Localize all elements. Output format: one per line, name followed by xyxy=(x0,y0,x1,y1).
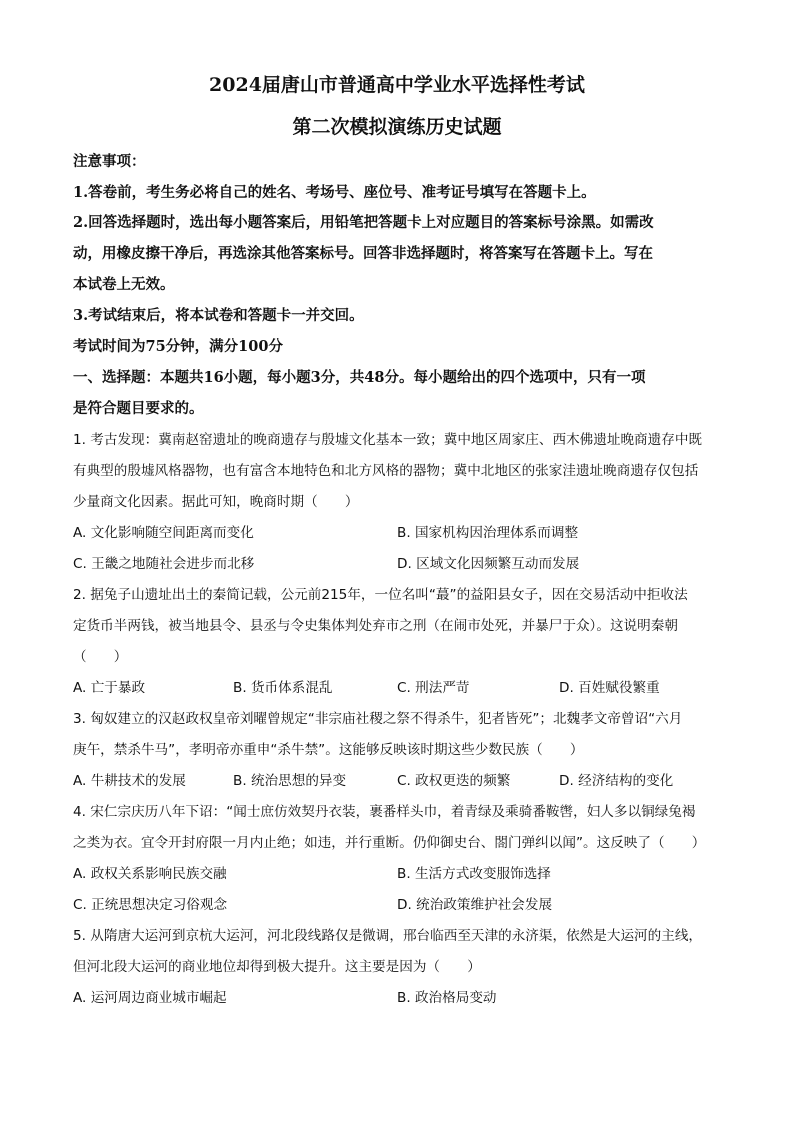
question-2-line-2: 定货币半两钱，被当地县令、县丞与令史集体判处弃市之刑（在闹市处死，并暴尸于众）。这说明秦朝 xyxy=(73,618,678,634)
question-2-option-c: C. 刑法严苛 xyxy=(397,680,470,696)
question-5-option-a: A. 运河周边商业城市崛起 xyxy=(73,990,227,1006)
question-4-option-b: B. 生活方式改变服饰选择 xyxy=(397,866,551,882)
notice-item-2-line-2: 动，用橡皮擦干净后，再选涂其他答案标号。回答非选择题时，将答案写在答题卡上。写在 xyxy=(73,245,653,262)
question-2-line-3: （ ） xyxy=(73,649,128,665)
question-4-option-c: C. 正统思想决定习俗观念 xyxy=(73,897,228,913)
question-5-option-b: B. 政治格局变动 xyxy=(397,990,497,1006)
question-1-line-3: 少量商文化因素。据此可知，晚商时期（ ） xyxy=(73,494,359,510)
question-3-line-1: 3. 匈奴建立的汉赵政权皇帝刘曜曾规定“非宗庙社稷之祭不得杀牛，犯者皆死”；北魏孝文帝曾诏“六月 xyxy=(73,711,683,727)
exam-time-info: 考试时间为75分钟，满分100分 xyxy=(73,338,283,355)
question-5-line-1: 5. 从隋唐大运河到京杭大运河，河北段线路仅是微调，邢台临西至天津的永济渠，依然是大运河的主线， xyxy=(73,928,703,944)
exam-title: 2024届唐山市普通高中学业水平选择性考试 xyxy=(209,74,585,96)
question-1-option-c: C. 王畿之地随社会进步而北移 xyxy=(73,556,255,572)
notice-item-2-line-3: 本试卷上无效。 xyxy=(73,276,175,293)
question-1-option-a: A. 文化影响随空间距离而变化 xyxy=(73,525,254,541)
section-heading-line-1: 一、选择题：本题共16小题，每小题3分，共48分。每小题给出的四个选项中，只有一项 xyxy=(73,369,646,386)
notice-item-1: 1.答卷前，考生务必将自己的姓名、考场号、座位号、准考证号填写在答题卡上。 xyxy=(73,184,596,201)
question-2-option-d: D. 百姓赋役繁重 xyxy=(559,680,660,696)
question-2-option-b: B. 货币体系混乱 xyxy=(233,680,333,696)
notice-heading: 注意事项： xyxy=(73,153,146,170)
question-1-line-2: 有典型的殷墟风格器物，也有富含本地特色和北方风格的器物；冀中北地区的张家洼遗址晚商遗存仅包括 xyxy=(73,463,699,479)
question-1-option-d: D. 区域文化因频繁互动而发展 xyxy=(397,556,580,572)
question-4-line-1: 4. 宋仁宗庆历八年下诏：“闻士庶仿效契丹衣装，裹番样头巾，着青绿及乘骑番鞍辔，妇人多以铜绿兔褐 xyxy=(73,804,696,820)
section-heading-line-2: 是符合题目要求的。 xyxy=(73,400,204,417)
notice-item-2-line-1: 2.回答选择题时，选出每小题答案后，用铅笔把答题卡上对应题目的答案标号涂黑。如需改 xyxy=(73,214,654,231)
question-4-option-a: A. 政权关系影响民族交融 xyxy=(73,866,227,882)
exam-subtitle: 第二次模拟演练历史试题 xyxy=(292,116,502,138)
question-3-option-b: B. 统治思想的异变 xyxy=(233,773,347,789)
question-1-option-b: B. 国家机构因治理体系而调整 xyxy=(397,525,579,541)
notice-item-3: 3.考试结束后，将本试卷和答题卡一并交回。 xyxy=(73,307,364,324)
question-3-option-a: A. 牛耕技术的发展 xyxy=(73,773,186,789)
question-5-line-2: 但河北段大运河的商业地位却得到极大提升。这主要是因为（ ） xyxy=(73,959,481,975)
question-2-option-a: A. 亡于暴政 xyxy=(73,680,146,696)
question-3-option-d: D. 经济结构的变化 xyxy=(559,773,674,789)
question-3-line-2: 庚午，禁杀牛马”，孝明帝亦重申“杀牛禁”。这能够反映该时期这些少数民族（ ） xyxy=(73,742,584,758)
question-4-option-d: D. 统治政策维护社会发展 xyxy=(397,897,553,913)
question-1-line-1: 1. 考古发现：冀南赵窑遗址的晚商遗存与殷墟文化基本一致；冀中地区周家庄、西木佛遗址晚商遗存中既 xyxy=(73,432,703,448)
question-2-line-1: 2. 据兔子山遗址出土的秦简记载，公元前215年，一位名叫“蕞”的益阳县女子，因在交易活动中拒收法 xyxy=(73,587,688,603)
question-3-option-c: C. 政权更迭的频繁 xyxy=(397,773,511,789)
question-4-line-2: 之类为衣。宜令开封府限一月内止绝；如违，并行重断。仍仰御史台、閤门弹纠以闻”。这反映了（ ） xyxy=(73,835,706,851)
